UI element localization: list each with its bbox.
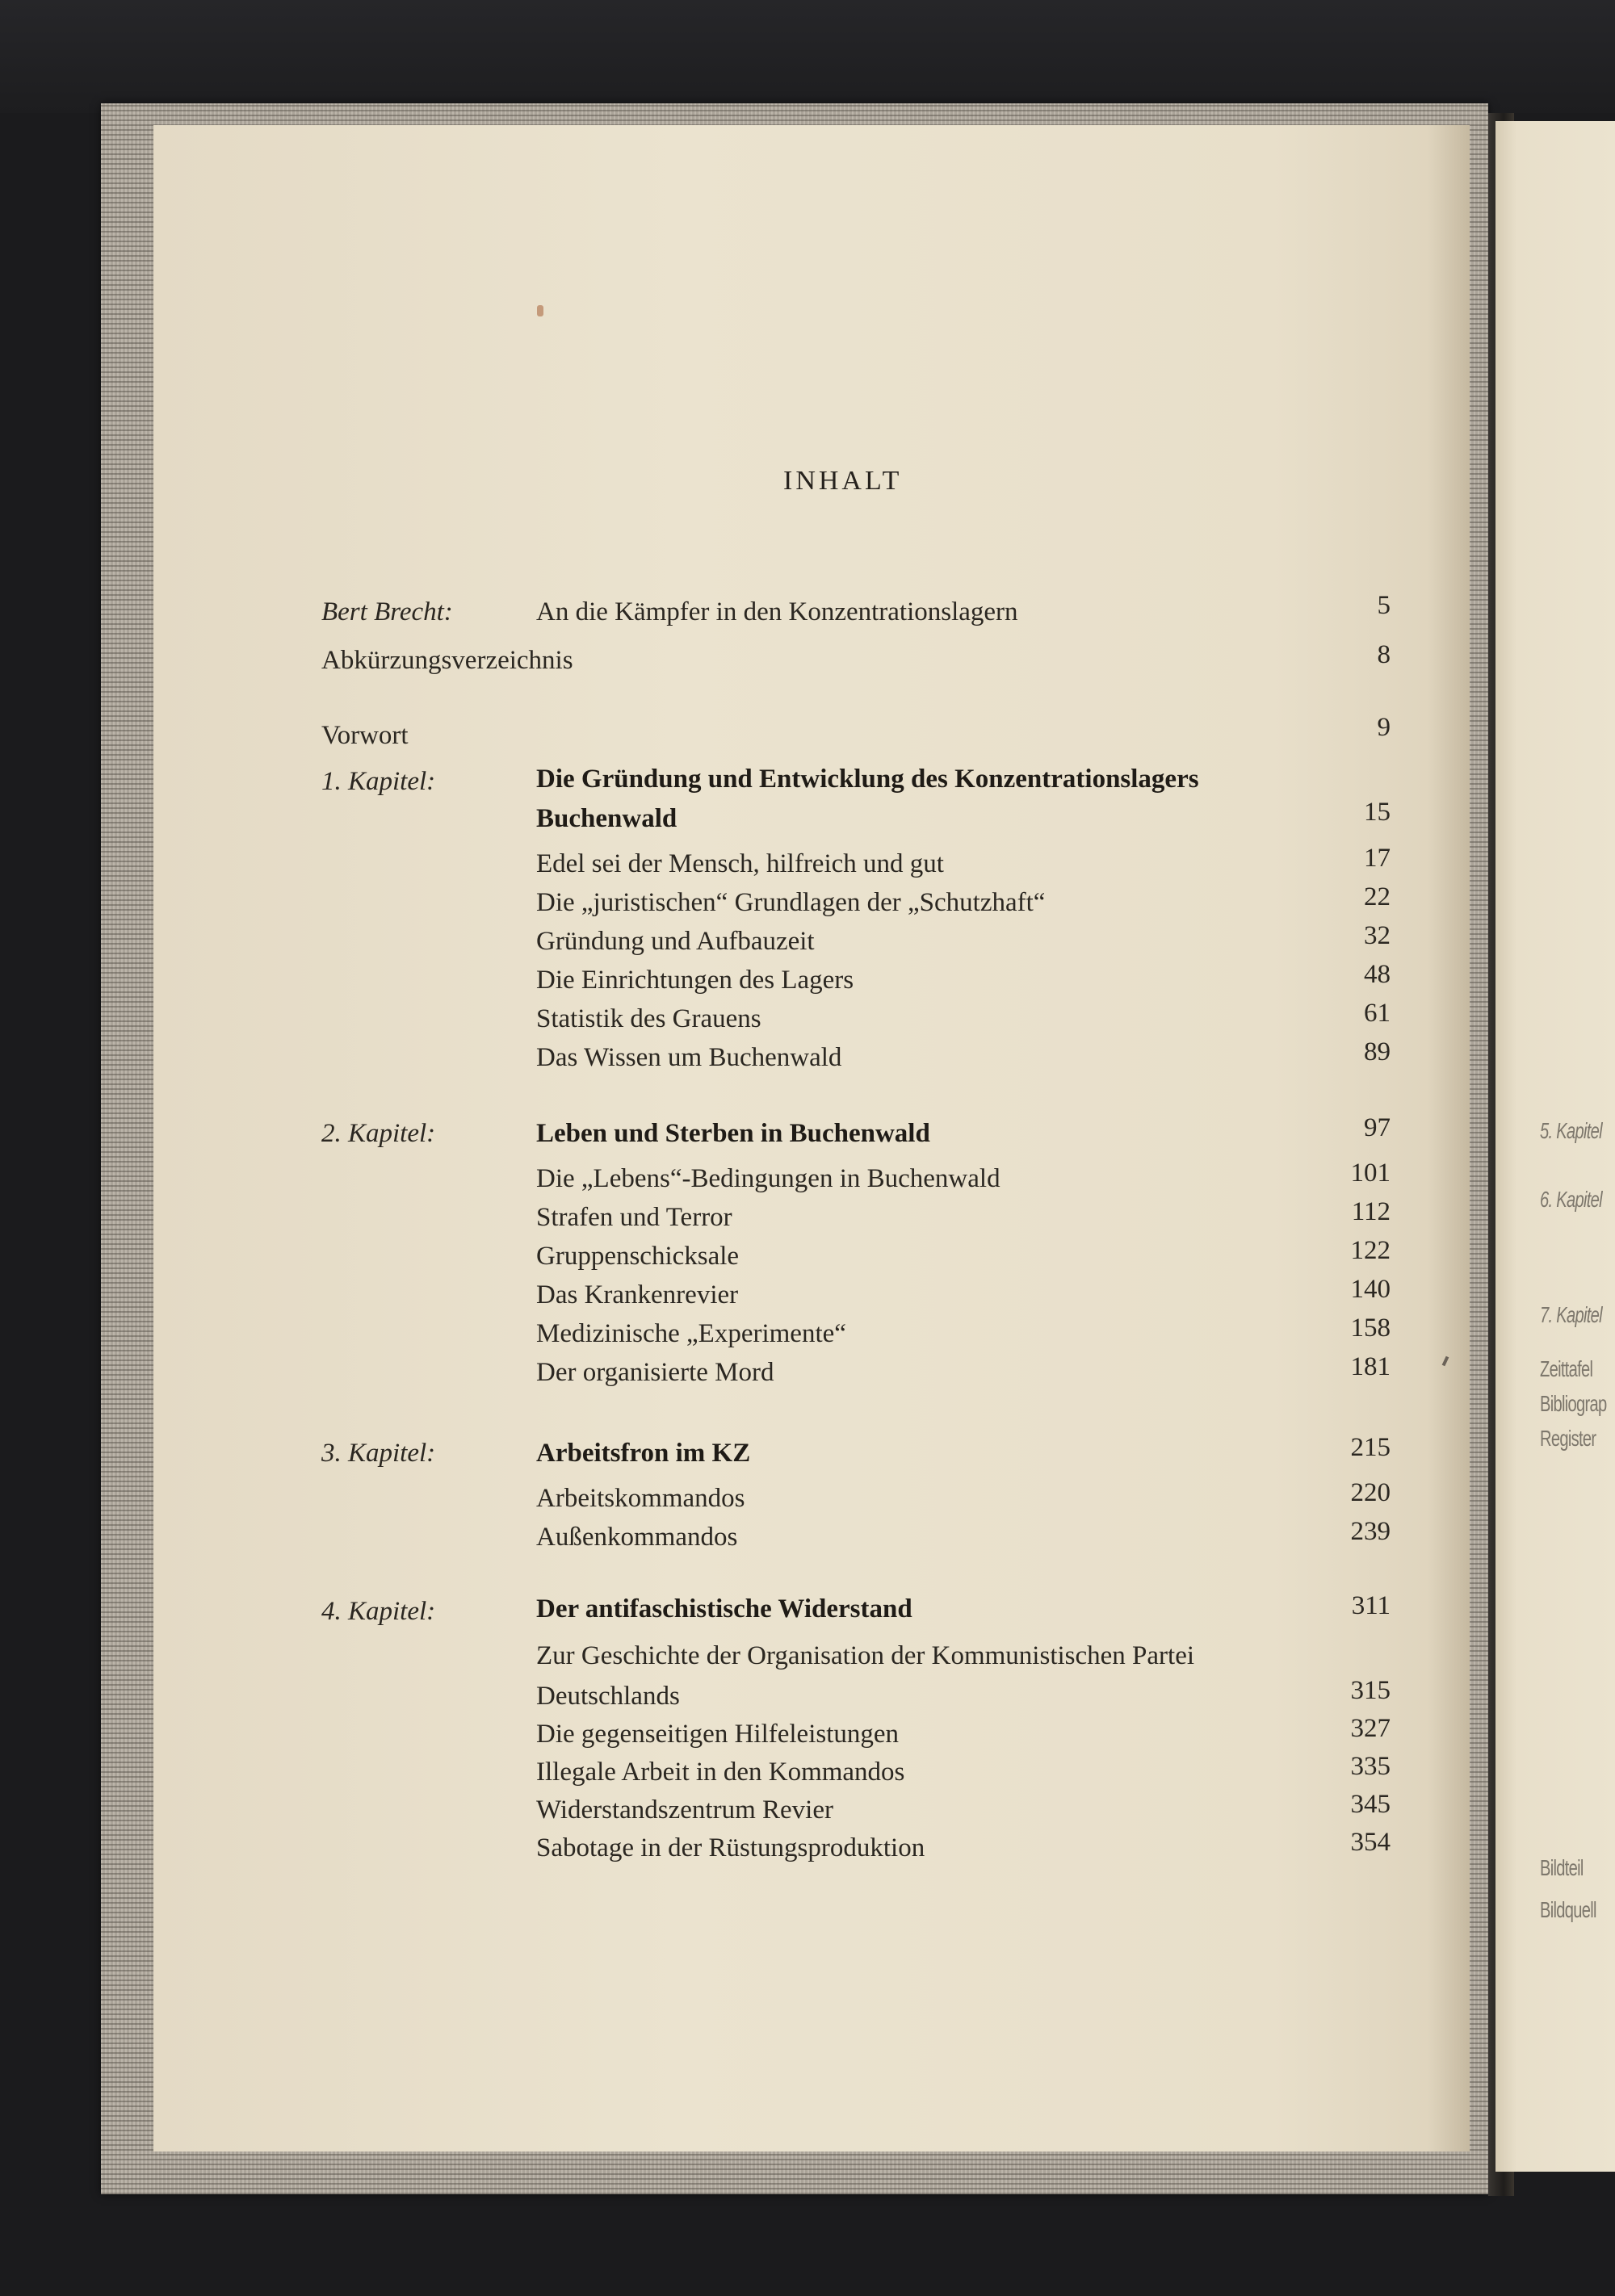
- right-page: [1495, 121, 1615, 2172]
- chapter-heading: Arbeitsfron im KZ: [536, 1439, 751, 1468]
- entry-page: 181: [1350, 1352, 1391, 1381]
- entry-page: 335: [1350, 1752, 1391, 1781]
- entry-title: Sabotage in der Rüstungsproduktion: [536, 1833, 925, 1862]
- entry-title: An die Kämpfer in den Konzentrationslagern: [536, 597, 1018, 626]
- chapter-label: 3. Kapitel:: [321, 1439, 436, 1468]
- entry-page: 315: [1350, 1676, 1391, 1705]
- entry-title: Gruppenschicksale: [536, 1242, 740, 1271]
- background: [0, 0, 1615, 113]
- entry-page: 9: [1377, 713, 1391, 742]
- entry-page: 311: [1351, 1591, 1391, 1620]
- entry-title: Vorwort: [321, 721, 409, 750]
- chapter-heading: Die Gründung und Entwicklung des Konzentrationslagers: [536, 765, 1199, 794]
- entry-title: Der organisierte Mord: [536, 1358, 774, 1387]
- entry-title: Medizinische „Experimente“: [536, 1319, 846, 1348]
- entry-title: Die Einrichtungen des Lagers: [536, 966, 854, 995]
- page-title: INHALT: [783, 466, 903, 496]
- entry-label: Bert Brecht:: [321, 597, 453, 626]
- entry-page: 97: [1364, 1113, 1391, 1142]
- entry-title: Zur Geschichte der Organisation der Kommunistischen Partei: [536, 1641, 1195, 1670]
- chapter-heading: Leben und Sterben in Buchenwald: [536, 1119, 930, 1148]
- entry-title: Das Wissen um Buchenwald: [536, 1043, 842, 1072]
- entry-title: Abkürzungsverzeichnis: [321, 646, 573, 675]
- entry-page: 345: [1350, 1790, 1391, 1819]
- right-page-line: Bildquell: [1540, 1897, 1596, 1922]
- chapter-heading: Buchenwald: [536, 804, 677, 833]
- page-curve-shadow: [1428, 125, 1470, 2151]
- entry-page: 22: [1364, 882, 1391, 911]
- chapter-label: 2. Kapitel:: [321, 1119, 436, 1148]
- chapter-label: 4. Kapitel:: [321, 1597, 436, 1626]
- entry-page: 89: [1364, 1037, 1391, 1066]
- entry-page: 32: [1364, 921, 1391, 950]
- entry-page: 61: [1364, 999, 1391, 1028]
- entry-title: Gründung und Aufbauzeit: [536, 927, 815, 956]
- entry-page: 220: [1350, 1478, 1391, 1507]
- right-page-line: Register: [1540, 1426, 1596, 1451]
- entry-title: Arbeitskommandos: [536, 1484, 745, 1513]
- entry-title: Edel sei der Mensch, hilfreich und gut: [536, 849, 944, 878]
- chapter-heading: Der antifaschistische Widerstand: [536, 1594, 912, 1624]
- entry-title: Deutschlands: [536, 1682, 680, 1711]
- right-page-line: 5. Kapitel: [1540, 1118, 1602, 1143]
- entry-page: 239: [1350, 1517, 1391, 1546]
- entry-title: Illegale Arbeit in den Kommandos: [536, 1758, 905, 1787]
- entry-page: 8: [1377, 640, 1391, 669]
- right-page-line: 6. Kapitel: [1540, 1187, 1602, 1212]
- right-page-line: Bildteil: [1540, 1855, 1584, 1880]
- entry-page: 215: [1350, 1433, 1391, 1462]
- entry-title: Die „juristischen“ Grundlagen der „Schutzhaft“: [536, 888, 1046, 917]
- ink-spot: [537, 305, 543, 316]
- right-page-line: Bibliograp: [1540, 1391, 1607, 1416]
- chapter-label: 1. Kapitel:: [321, 767, 436, 796]
- entry-page: 122: [1350, 1236, 1391, 1265]
- entry-page: 327: [1350, 1714, 1391, 1743]
- entry-title: Außenkommandos: [536, 1523, 738, 1552]
- entry-page: 140: [1350, 1275, 1391, 1304]
- entry-page: 48: [1364, 960, 1391, 989]
- entry-page: 5: [1377, 591, 1391, 620]
- right-page-line: Zeittafel: [1540, 1356, 1593, 1381]
- entry-page: 354: [1350, 1828, 1391, 1857]
- entry-page: 15: [1364, 798, 1391, 827]
- entry-title: Die „Lebens“-Bedingungen in Buchenwald: [536, 1164, 1000, 1193]
- entry-page: 158: [1350, 1313, 1391, 1343]
- right-page-line: 7. Kapitel: [1540, 1302, 1602, 1327]
- entry-page: 101: [1350, 1158, 1391, 1188]
- entry-title: Strafen und Terror: [536, 1203, 732, 1232]
- entry-page: 112: [1351, 1197, 1391, 1226]
- entry-title: Statistik des Grauens: [536, 1004, 761, 1033]
- entry-title: Widerstandszentrum Revier: [536, 1795, 833, 1825]
- entry-page: 17: [1364, 844, 1391, 873]
- entry-title: Die gegenseitigen Hilfeleistungen: [536, 1720, 900, 1749]
- entry-title: Das Krankenrevier: [536, 1280, 739, 1309]
